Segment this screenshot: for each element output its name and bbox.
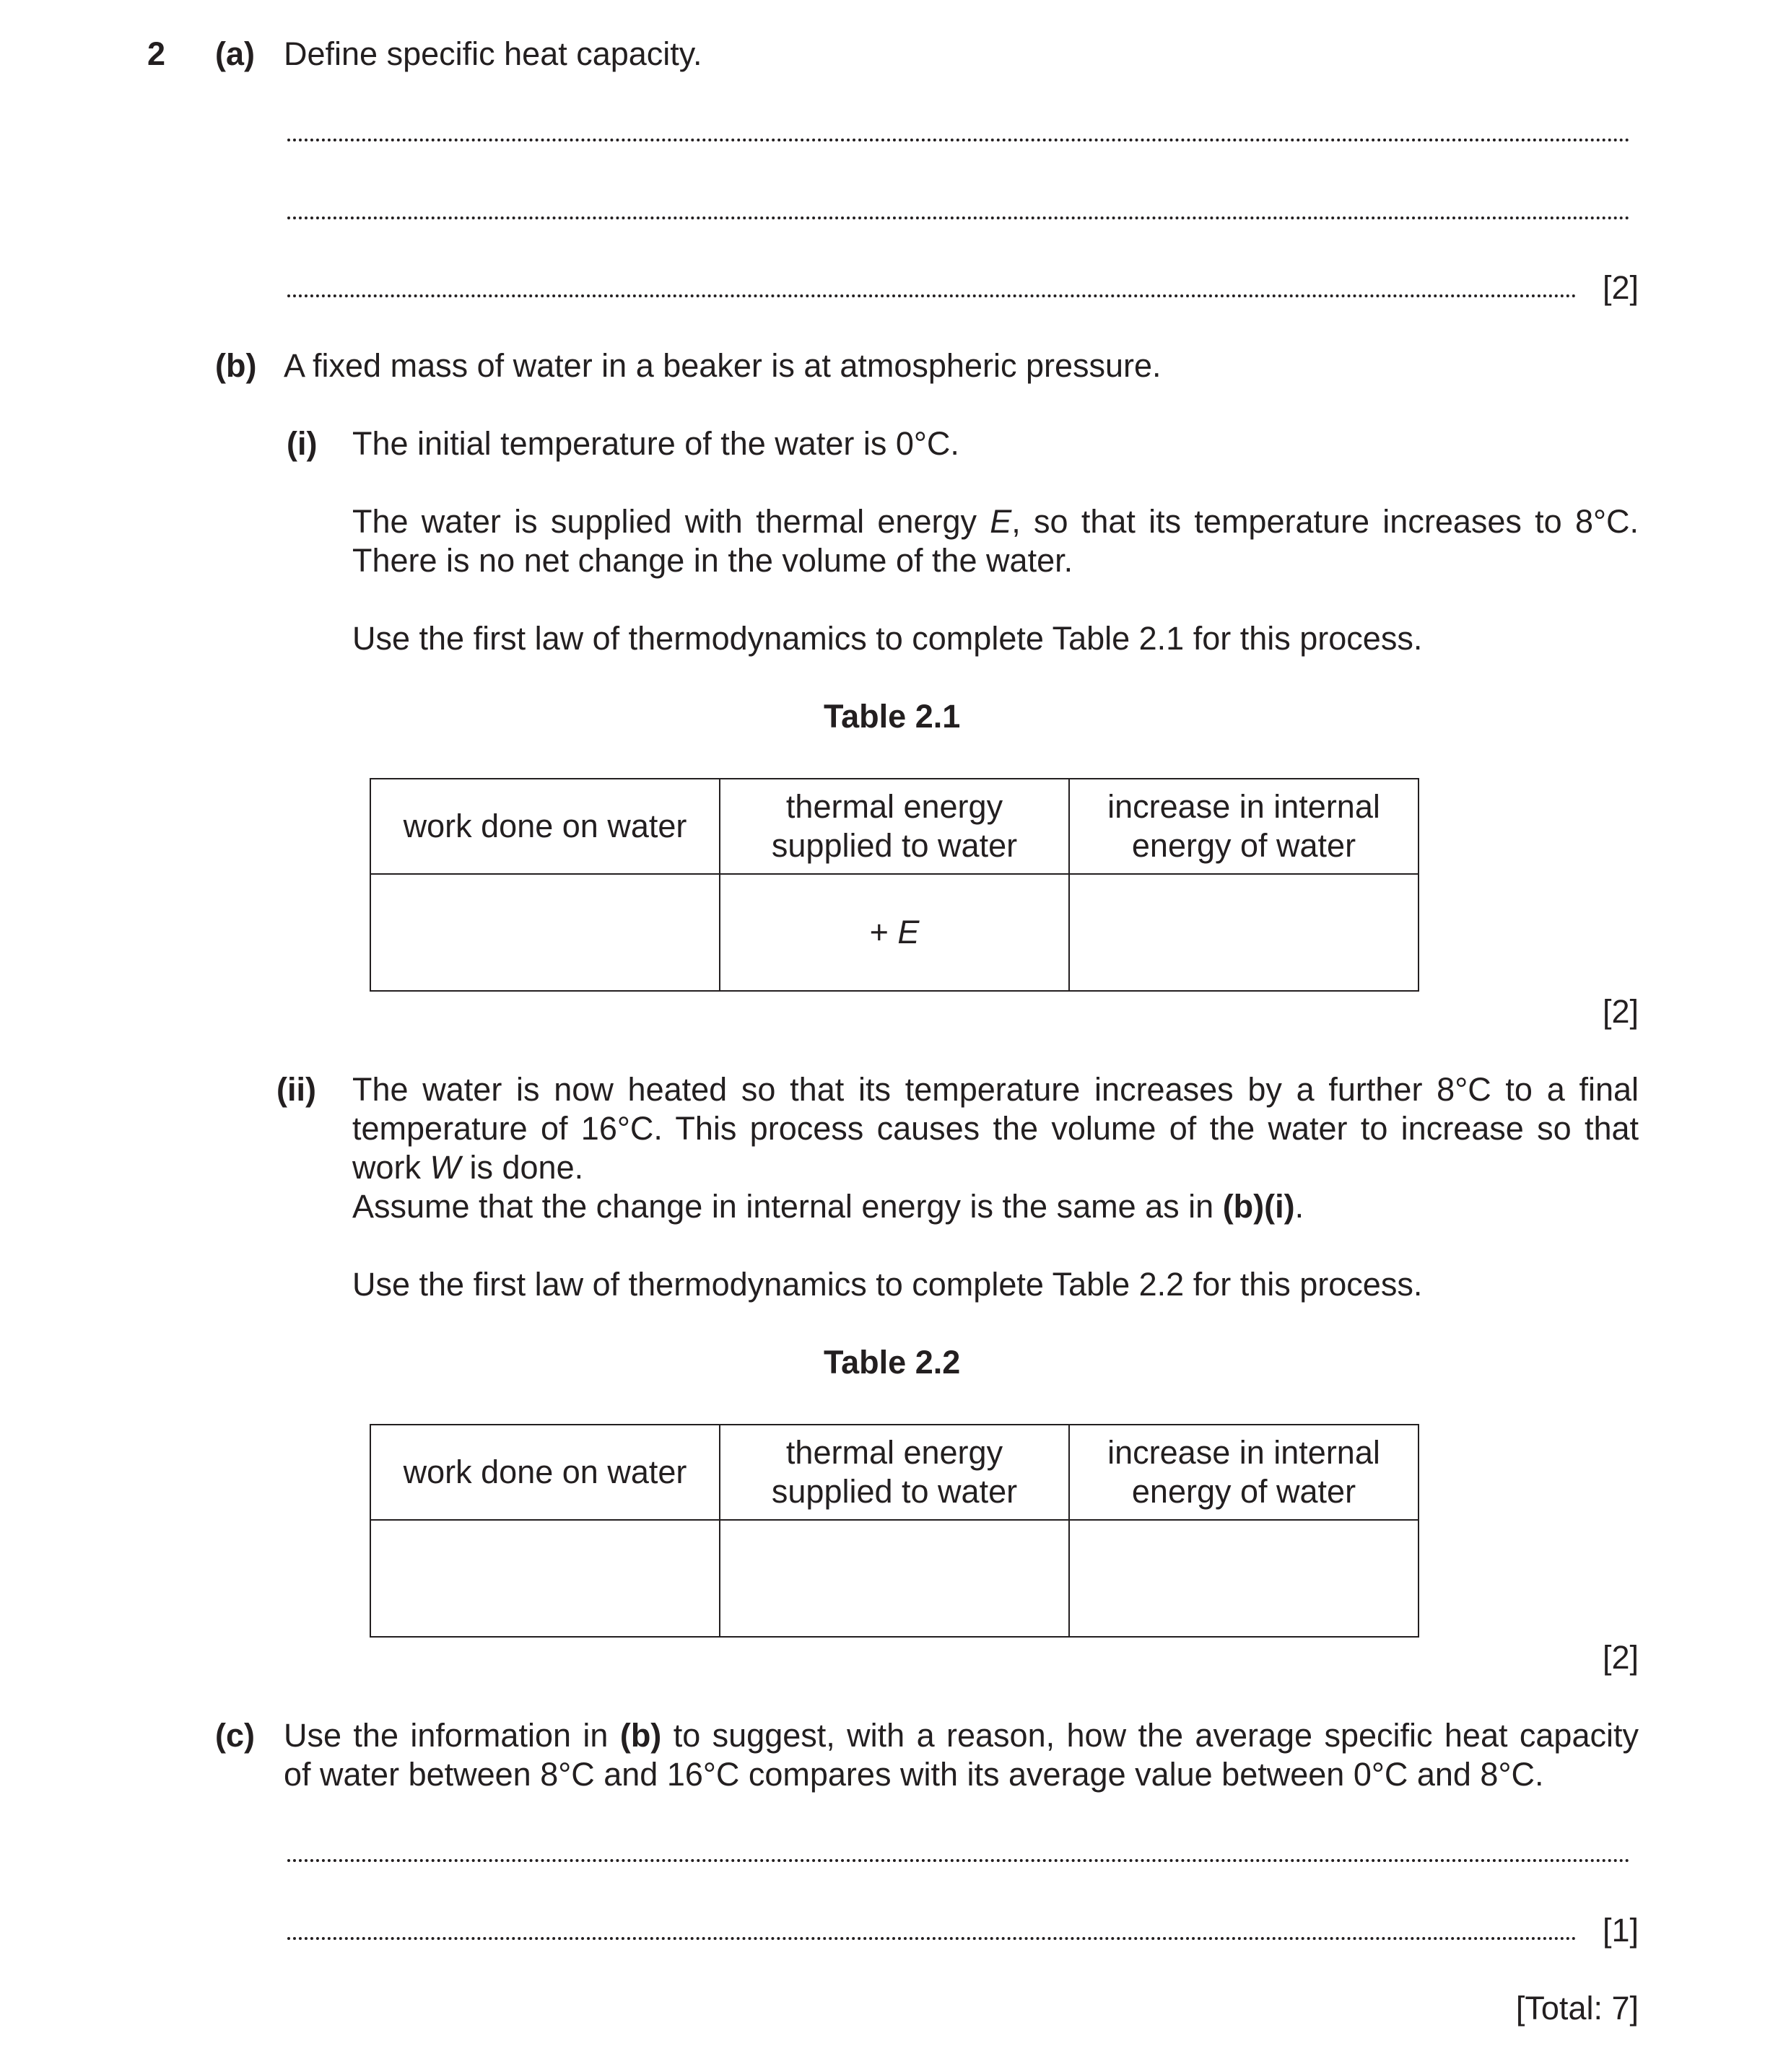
answer-line-c-1[interactable]: [287, 1859, 1630, 1862]
part-a-label: (a): [215, 35, 255, 72]
question-number: 2: [147, 35, 166, 72]
table-2-2-answer-row: [370, 1520, 1419, 1637]
part-b-stem: A fixed mass of water in a beaker is at atmospheric pressure.: [284, 347, 1162, 384]
part-b-i-line1: The initial temperature of the water is 0°C.: [352, 425, 959, 462]
part-b-label: (b): [215, 347, 257, 384]
part-b-ii-line3: work W is done.: [352, 1149, 584, 1186]
part-a-marks: [2]: [1602, 269, 1639, 306]
answer-line-a-3[interactable]: [287, 294, 1577, 297]
table-2-1-cell-thermal: + E: [720, 874, 1069, 991]
table-2-2-header-work: work done on water: [370, 1425, 720, 1520]
answer-line-a-2[interactable]: [287, 217, 1630, 219]
part-b-i-line2: The water is supplied with thermal energy E, so that its temperature increases to 8°C.: [352, 503, 1639, 540]
table-2-1-header-thermal: thermal energy supplied to water: [720, 779, 1069, 874]
answer-line-a-1[interactable]: [287, 139, 1630, 141]
part-b-ii-label: (ii): [276, 1071, 316, 1108]
table-2-1: [370, 778, 1419, 992]
table-2-2-header-thermal: thermal energy supplied to water: [720, 1425, 1069, 1520]
table-2-2-header-internal: increase in internal energy of water: [1069, 1425, 1419, 1520]
table-2-2-cell-thermal[interactable]: [720, 1520, 1069, 1637]
table-2-1-header-internal: increase in internal energy of water: [1069, 779, 1419, 874]
part-b-i-marks: [2]: [1602, 993, 1639, 1030]
table-2-2-cell-work[interactable]: [370, 1520, 720, 1637]
part-b-ii-line2: temperature of 16°C. This process causes the volume of the water to increase so that: [352, 1110, 1639, 1147]
table-2-2-header-row: [370, 1425, 1419, 1520]
part-b-i-line3: There is no net change in the volume of the water.: [352, 542, 1073, 579]
part-a-question: Define specific heat capacity.: [284, 35, 702, 72]
part-b-i-label: (i): [287, 425, 318, 462]
part-c-marks: [1]: [1602, 1912, 1639, 1949]
table-2-1-answer-row: [370, 874, 1419, 991]
answer-line-c-2[interactable]: [287, 1937, 1577, 1940]
table-2-2-title: Table 2.2: [824, 1344, 961, 1381]
table-2-1-cell-internal[interactable]: [1069, 874, 1419, 991]
part-b-ii-marks: [2]: [1602, 1639, 1639, 1676]
part-b-ii-instruction: Use the first law of thermodynamics to complete Table 2.2 for this process.: [352, 1266, 1423, 1303]
table-2-2-cell-internal[interactable]: [1069, 1520, 1419, 1637]
part-b-ii-line1: The water is now heated so that its temperature increases by a further 8°C to a final: [352, 1071, 1639, 1108]
part-b-i-instruction: Use the first law of thermodynamics to complete Table 2.1 for this process.: [352, 620, 1423, 657]
table-2-1-cell-work[interactable]: [370, 874, 720, 991]
work-variable: W: [430, 1149, 461, 1186]
energy-variable: E: [990, 503, 1012, 540]
table-2-2: [370, 1424, 1419, 1638]
part-b-ii-line4: Assume that the change in internal energy is the same as in (b)(i).: [352, 1188, 1304, 1225]
table-2-1-header-work: work done on water: [370, 779, 720, 874]
total-marks: [Total: 7]: [1515, 1990, 1639, 2027]
table-2-1-header-row: [370, 779, 1419, 874]
part-c-label: (c): [215, 1717, 255, 1754]
part-c-line1: Use the information in (b) to suggest, with a reason, how the average specific heat capacity: [284, 1717, 1639, 1754]
part-c-line2: of water between 8°C and 16°C compares with its average value between 0°C and 8°C.: [284, 1756, 1544, 1793]
table-2-1-title: Table 2.1: [824, 698, 961, 735]
